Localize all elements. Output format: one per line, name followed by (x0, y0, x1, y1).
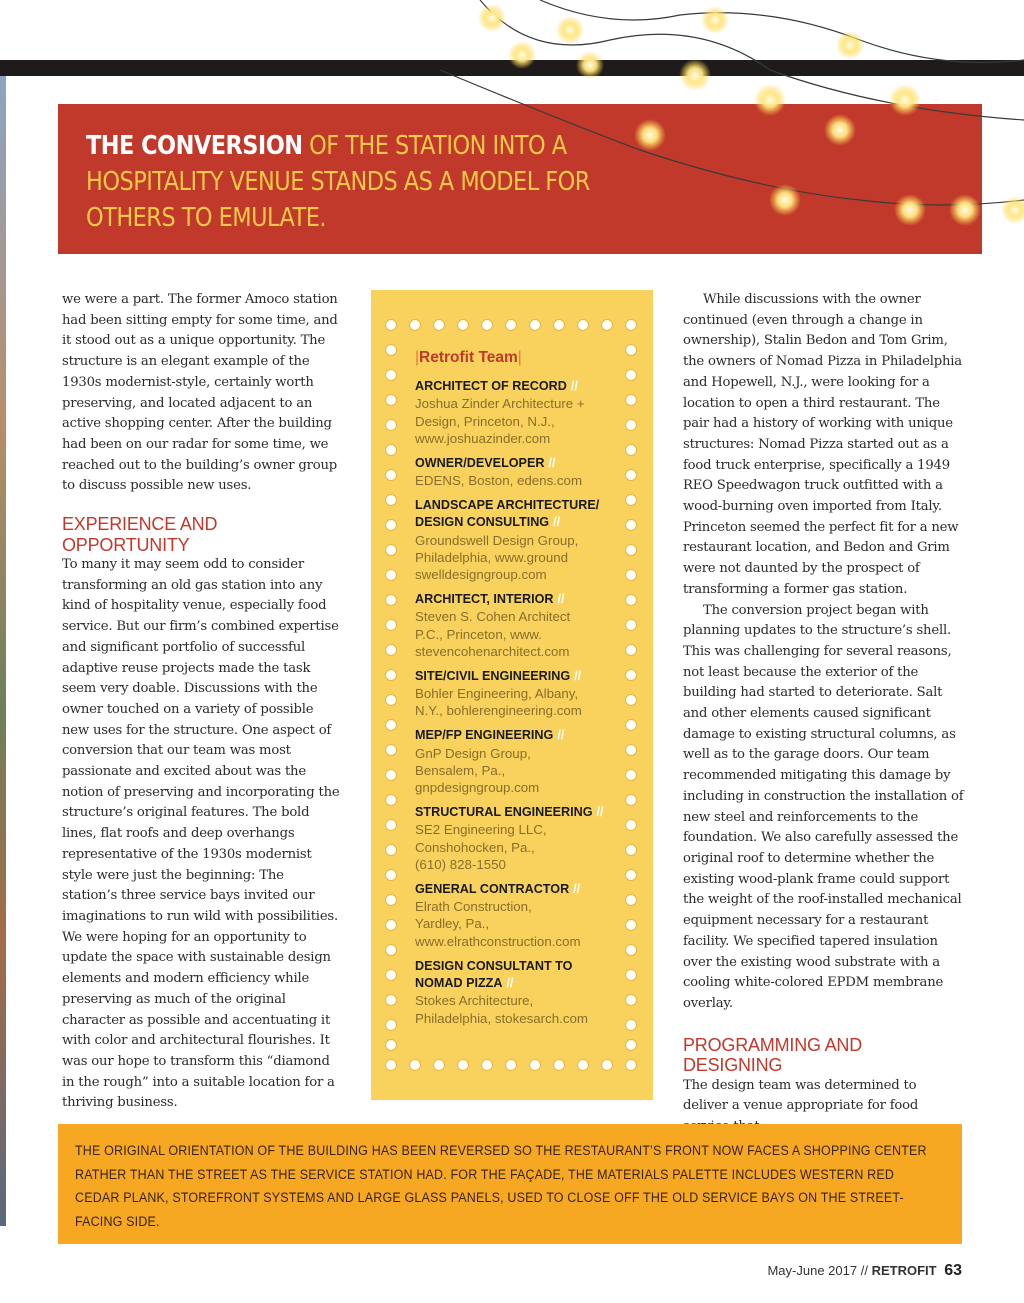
title-bar-left: | (415, 349, 420, 366)
pull-quote-banner (58, 104, 982, 254)
team-detail: SE2 Engineering LLC, Conshohocken, Pa., (610) 828-1550 (415, 822, 547, 872)
team-detail: EDENS, Boston, edens.com (415, 473, 583, 489)
list-item (415, 497, 615, 583)
footer-separator: // (860, 1263, 868, 1278)
team-role: ARCHITECT OF RECORD // (415, 379, 578, 393)
list-item (415, 668, 615, 720)
left-photo-edge (0, 76, 6, 1226)
sidebar-title-text: Retrofit Team (419, 349, 518, 366)
photo-caption-box (58, 1124, 962, 1244)
section-heading: PROGRAMMING AND DESIGNING (683, 1034, 863, 1076)
top-rule (0, 60, 1024, 76)
section-heading: EXPERIENCE AND OPPORTUNITY (62, 514, 218, 555)
list-item (415, 591, 615, 660)
photo-caption: THE ORIGINAL ORIENTATION OF THE BUILDING HAS BEEN REVERSED SO THE RESTAURANT’S FRONT NOW FACES A SHOPPING CENTER RATHER THAN THE STREET AS THE SERVICE STATION HAD. FOR THE FAÇADE, THE MATERIALS PALETTE INCLUDES WESTERN RED CEDAR PLANK, STOREFRONT SYSTEMS AND LARGE GLASS PANELS, USED TO CLOSE OFF THE OLD SERVICE BAYS ON THE STREET-FACING SIDE. (75, 1143, 927, 1231)
list-item (415, 727, 615, 796)
paragraph: To many it may seem odd to consider transforming an old gas station into any kind of hospitality venue, especially food service. But our firm’s combined expertise and significant portfolio of successful adaptive reuse projects made the task seem very doable. Discussions with the owner touched on a variety of possible new uses for the structure. One aspect of conversion that our team was most passionate and excited about was the notion of preserving and incorporating the structure’s original features. The bold lines, flat roofs and deep overhangs representative of the 1930s modernist style were just the beginning: The station’s three service bays invited our imaginations to run wild with possibilities. We were hoping for an opportunity to update the space with sustainable design elements and modern efficiency while preserving as much of the original character as possible and accentuating it with color and architectural flourishes. It was our hope to transform this “diamond in the rough” into a suitable location for a thriving business. (62, 557, 340, 1111)
list-item (415, 378, 615, 447)
team-role: ARCHITECT, INTERIOR // (415, 592, 565, 607)
team-detail: Elrath Construction, Yardley, Pa., www.elrathconstruction.com (415, 899, 581, 949)
list-item (415, 881, 615, 950)
body-column-left (62, 290, 342, 1114)
team-role: OWNER/DEVELOPER // (415, 455, 556, 470)
pull-quote (86, 128, 632, 236)
team-detail: GnP Design Group, Bensalem, Pa., gnpdesigngroup.com (415, 745, 540, 796)
list-item (415, 804, 615, 873)
team-role: DESIGN CONSULTANT TO NOMAD PIZZA // (415, 958, 573, 990)
retrofit-team-sidebar (371, 290, 653, 1100)
title-bar-right: | (517, 349, 522, 366)
team-detail: Joshua Zinder Architecture + Design, Princeton, N.J., www.joshuazinder.com (415, 396, 585, 446)
page-number: 63 (944, 1262, 962, 1279)
pull-quote-emphasis: THE CONVERSION (86, 131, 303, 161)
team-list (415, 378, 615, 1034)
team-role: MEP/FP ENGINEERING // (415, 728, 565, 743)
paragraph: The conversion project began with planning updates to the structure’s shell. This was challenging for several reasons, not least because the exterior of the building had started to deteriorate. Salt and other elements caused significant damage to existing structural columns, as well as to the garage doors. Our team recommended mitigating this damage by including in construction the installation of new steel and reinforcements to the foundation. We also carefully assessed the original roof to determine whether the existing wood-plank frame could support the weight of the roof-installed mechanical equipment necessary for a restaurant facility. We specified tapered insulation over the existing wood substrate with a cooling white-colored EPDM membrane overlay. (683, 602, 964, 1011)
magazine-name: RETROFIT (871, 1263, 937, 1278)
team-role: STRUCTURAL ENGINEERING // (415, 805, 604, 820)
paragraph: we were a part. The former Amoco station had been sitting empty for some time, and it stood out as a unique opportunity. The structure is an elegant example of the 1930s modernist-style, certainly worth preserving, and located adjacent to an active shopping center. After the building had been on our radar for some time, we reached out to the building’s owner group to discuss possible new uses. (62, 292, 338, 494)
pull-quote-rest: OF THE STATION INTO A HOSPITALITY VENUE STANDS AS A MODEL FOR OTHERS TO EMULATE. (86, 131, 590, 233)
team-role: LANDSCAPE ARCHITECTURE/ DESIGN CONSULTING // (415, 497, 600, 530)
team-role: GENERAL CONTRACTOR // (415, 881, 581, 896)
paragraph: The design team was determined to deliver a venue appropriate for food (683, 1077, 919, 1114)
team-detail: Bohler Engineering, Albany, N.Y., bohlerengineering.com (415, 686, 582, 719)
sidebar-title (415, 349, 522, 367)
team-detail: Steven S. Cohen Architect P.C., Princeton, www. stevencohenarchitect.com (415, 609, 571, 659)
body-column-right (683, 290, 965, 1138)
team-detail: Stokes Architecture, Philadelphia, stokesarch.com (415, 993, 588, 1026)
paragraph: While discussions with the owner continued (even through a change in ownership), Stalin Bedon and Tom Grim, the owners of Nomad Pizza in Philadelphia and Hopewell, N.J., were looking for a location to open a third restaurant. The pair had a history of working with unique structures: Nomad Pizza started out as a food truck enterprise, specifically a 1949 REO Speedwagon truck outfitted with a wood-burning oven imported from Italy. Princeton seemed the perfect fit for a new restaurant location, and Bedon and Grim were not daunted by the prospect of transforming a former gas station. (683, 292, 962, 597)
issue-date: May-June 2017 (767, 1263, 858, 1278)
list-item (415, 455, 615, 490)
list-item (415, 958, 615, 1027)
team-detail: Groundswell Design Group, Philadelphia, www.ground swelldesigngroup.com (415, 532, 579, 583)
page-footer (767, 1262, 962, 1280)
team-role: SITE/CIVIL ENGINEERING // (415, 668, 582, 683)
